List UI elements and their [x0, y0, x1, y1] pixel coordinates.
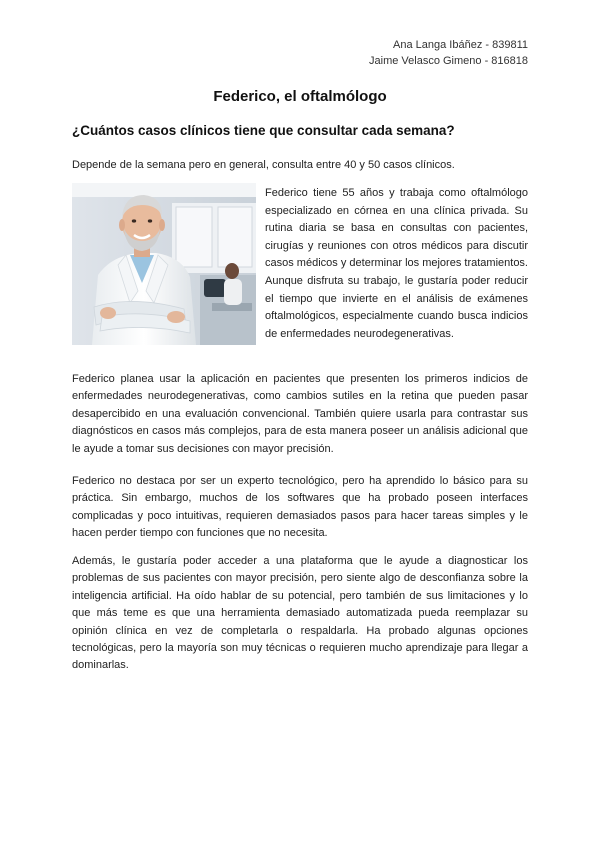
document-title: Federico, el oftalmólogo [213, 88, 387, 105]
author-line: Ana Langa Ibáñez - 839811 [393, 39, 528, 51]
doctor-photo [72, 183, 256, 345]
body-paragraph: Federico no destaca por ser un experto tecnológico, pero ha aprendido lo básico para su práctica. Sin embargo, muchos de los softwares que ha probado poseen interfaces complicadas y poco intuitivas, requieren demasiados pasos para hacer tareas simples y le hacen perder tiempo con funciones que no necesita. [72, 475, 528, 540]
question-heading: ¿Cuántos casos clínicos tiene que consultar cada semana? [72, 123, 455, 138]
author-line: Jaime Velasco Gimeno - 816818 [369, 55, 528, 67]
answer-text: Depende de la semana pero en general, consulta entre 40 y 50 casos clínicos. [72, 159, 455, 171]
author-block [369, 37, 528, 69]
body-paragraph: Además, le gustaría poder acceder a una plataforma que le ayude a diagnosticar los problemas de sus pacientes con mayor precisión, pero siente algo de desconfianza sobre la inteligencia artificial. Ha oído hablar de su potencial, pero también de sus limitaciones y lo que más teme es que una herramienta demasiado automatizada pueda reemplazar su opinión clínica en vez de completarla o respaldarla. Ha probado algunas opciones tecnológicas, pero la mayoría son muy técnicas o requieren mucho aprendizaje para llegar a dominarlas. [72, 555, 528, 672]
intro-paragraph: Federico tiene 55 años y trabaja como oftalmólogo especializado en córnea en una clínica privada. Su rutina diaria se basa en consultas con pacientes, cirugías y reuniones con otros médicos para discutir casos médicos y determinar los mejores tratamientos. Aunque disfruta su trabajo, le gustaría poder reducir el tiempo que invierte en el análisis de exámenes oftalmológicos, especialmente cuando busca indicios de enfermedades neurodegenerativas. [265, 187, 528, 340]
body-paragraph: Federico planea usar la aplicación en pacientes que presenten los primeros indicios de enfermedades neurodegenerativas, como cambios sutiles en la retina que pueden pasar desapercibido en una evaluación convencional. También quiere usarla para contrastar sus diagnósticos en casos más complejos, para de esta manera poseer un análisis adicional que le ayude a tomar sus decisiones con mayor precisión. [72, 373, 528, 455]
